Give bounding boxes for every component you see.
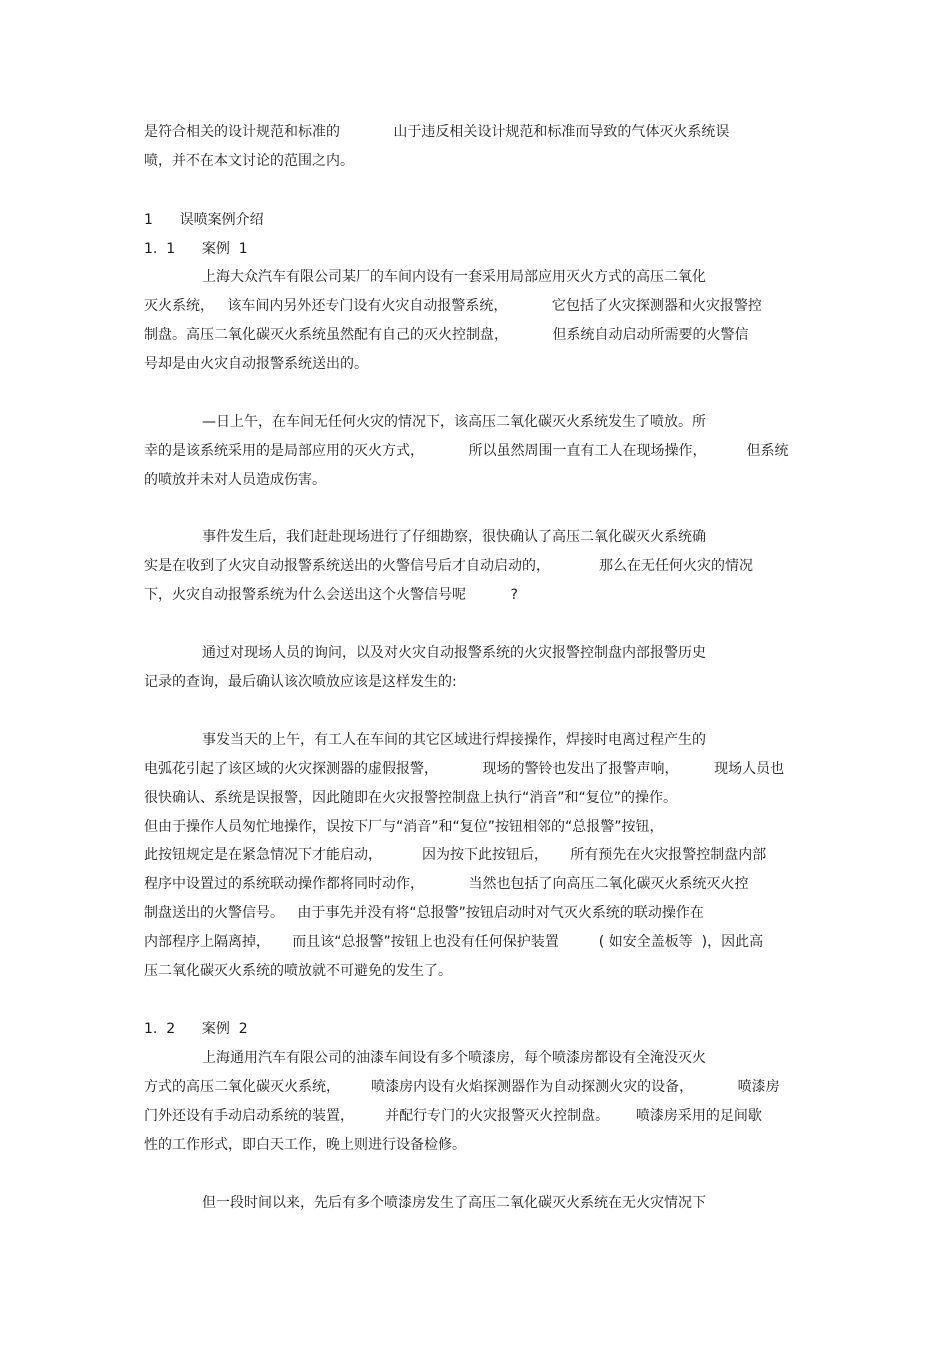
body-text-line: 内部程序上隔离掉， 而且该“总报警”按钮上也没有任何保护装置 ( 如安全盖板等 )，因此高 (144, 934, 764, 950)
body-text-line: 实是在收到了火灾自动报警系统送出的火警信号后才自动启动的， 那么在无任何火灾的情况 (144, 558, 753, 574)
body-text-line: 门外还设有手动启动系统的装置， 并配行专门的火灾报警灭火控制盘。 喷漆房采用的足间歇 (144, 1108, 762, 1124)
body-text-line: 上海大众汽车有限公司某厂的车间内设有一套采用局部应用灭火方式的高压二氧化 (202, 269, 706, 285)
subsection-heading: 1. 1 案例 1 (144, 241, 248, 257)
body-text-line: 喷，并不在本文讨论的范围之内。 (144, 153, 354, 169)
body-text-line: 制盘。高压二氧化碳灭火系统虽然配有自己的灭火控制盘， 但系统自动启动所需要的火警信 (144, 327, 749, 343)
body-text-line: 很快确认、系统是误报警，因此随即在火灾报警控制盘上执行“消音”和“复位”的操作。 (144, 790, 678, 806)
body-text-line: 事发当天的上午，有工人在车间的其它区域进行焊接操作，焊接时电离过程产生的 (202, 732, 706, 748)
body-text-line: 下，火灾自动报警系统为什么会送出这个火警信号呢 ? (144, 587, 518, 603)
body-text-line: 上海通用汽车有限公司的油漆车间设有多个喷漆房，每个喷漆房都设有全淹没灭火 (202, 1050, 706, 1066)
body-text-line: 的喷放并未对人员造成伤害。 (144, 472, 326, 488)
body-text-line: 号却是由火灾自动报警系统送出的。 (144, 356, 368, 372)
body-text-line: —日上午，在车间无任何火灾的情况下，该高压二氧化碳灭火系统发生了喷放。所 (202, 414, 706, 430)
body-text-line: 压二氧化碳灭火系统的喷放就不可避免的发生了。 (144, 963, 452, 979)
body-text-line: 程序中设置过的系统联动操作都将同时动作， 当然也包括了向高压二氧化碳灭火系统灭火控 (144, 876, 749, 892)
body-text-line: 制盘送出的火警信号。 由于事先并没有将“总报警”按钮启动时对气灭火系统的联动操作在 (144, 905, 704, 921)
body-text-line: 但由于操作人员匆忙地操作，误按下厂与“消音”和“复位”按钮相邻的“总报警”按钮， (144, 819, 664, 835)
section-heading: 1 误喷案例介绍 (144, 212, 264, 228)
body-text-line: 是符合相关的设计规范和标准的 山于违反相关设计规范和标准而导致的气体灭火系统误 (144, 124, 730, 140)
body-text-line: 事件发生后，我们赶赴现场进行了仔细勘察，很快确认了高压二氧化碳灭火系统确 (202, 529, 706, 545)
body-text-line: 幸的是该系统采用的是局部应用的灭火方式， 所以虽然周围一直有工人在现场操作， 但系统 (144, 443, 789, 459)
subsection-heading: 1. 2 案例 2 (144, 1021, 248, 1037)
body-text-line: 通过对现场人员的询问，以及对火灾自动报警系统的火灾报警控制盘内部报警历史 (202, 645, 706, 661)
body-text-line: 灭火系统， 该车间内另外还专门设有火灾自动报警系统， 它包括了火灾探测器和火灾报警控 (144, 298, 762, 314)
body-text-line: 方式的高压二氧化碳灭火系统， 喷漆房内设有火焰探测器作为自动探测火灾的设备， 喷漆房 (144, 1079, 780, 1095)
body-text-line: 此按钮规定是在紧急情况下才能启动， 因为按下此按钮后， 所有预先在火灾报警控制盘内部 (144, 847, 767, 863)
body-text-line: 但一段时间以来，先后有多个喷漆房发生了高压二氧化碳灭火系统在无火灾情况下 (202, 1195, 706, 1211)
body-text-line: 性的工作形式，即白天工作，晚上则进行设备检修。 (144, 1137, 466, 1153)
body-text-line: 记录的查询，最后确认该次喷放应该是这样发生的: (144, 674, 457, 690)
body-text-line: 电弧花引起了该区域的火灾探测器的虚假报警， 现场的警铃也发出了报警声响， 现场人员也 (144, 761, 785, 777)
